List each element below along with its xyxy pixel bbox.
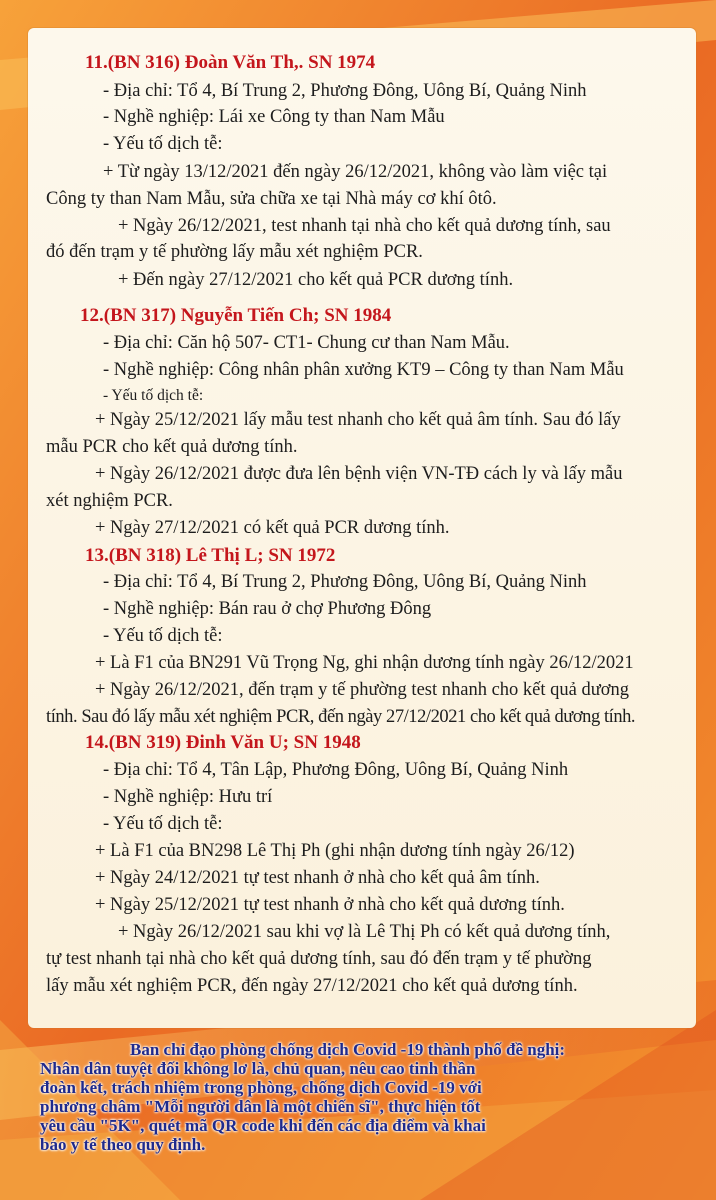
case-title: 11.(BN 316) Đoàn Văn Th,. SN 1974 xyxy=(85,52,376,73)
case-line: lấy mẫu xét nghiệm PCR, đến ngày 27/12/2021 cho kết quả dương tính. xyxy=(46,976,578,996)
appeal-line: phương châm "Mỗi người dân là một chiến sĩ", thực hiện tốt xyxy=(40,1097,481,1116)
case-title: 13.(BN 318) Lê Thị L; SN 1972 xyxy=(85,545,336,566)
case-line: - Địa chỉ: Tổ 4, Bí Trung 2, Phương Đông, Uông Bí, Quảng Ninh xyxy=(103,572,587,592)
case-line: đó đến trạm y tế phường lấy mẫu xét nghiệm PCR. xyxy=(46,242,423,262)
case-line: - Yếu tố dịch tễ: xyxy=(103,387,204,404)
case-line: xét nghiệm PCR. xyxy=(46,491,173,511)
case-line: - Nghề nghiệp: Công nhân phân xưởng KT9 – Công ty than Nam Mẫu xyxy=(103,360,624,380)
case-line: - Địa chỉ: Tổ 4, Tân Lập, Phương Đông, Uông Bí, Quảng Ninh xyxy=(103,760,569,780)
case-line: Công ty than Nam Mẫu, sửa chữa xe tại Nhà máy cơ khí ôtô. xyxy=(46,189,497,209)
case-line: + Là F1 của BN298 Lê Thị Ph (ghi nhận dương tính ngày 26/12) xyxy=(95,841,575,861)
case-title: 14.(BN 319) Đinh Văn U; SN 1948 xyxy=(85,732,361,753)
case-line: - Yếu tố dịch tễ: xyxy=(103,626,223,646)
case-line: - Địa chỉ: Căn hộ 507- CT1- Chung cư than Nam Mẫu. xyxy=(103,333,510,353)
case-line: - Địa chỉ: Tổ 4, Bí Trung 2, Phương Đông, Uông Bí, Quảng Ninh xyxy=(103,81,587,101)
case-line: - Nghề nghiệp: Lái xe Công ty than Nam Mẫu xyxy=(103,107,445,127)
case-line: - Yếu tố dịch tễ: xyxy=(103,134,223,154)
case-line: - Yếu tố dịch tễ: xyxy=(103,814,223,834)
case-line: + Từ ngày 13/12/2021 đến ngày 26/12/2021, không vào làm việc tại xyxy=(103,162,608,182)
case-line: - Nghề nghiệp: Hưu trí xyxy=(103,787,273,807)
case-line: tự test nhanh tại nhà cho kết quả dương tính, sau đó đến trạm y tế phường xyxy=(46,949,592,969)
appeal-line: báo y tế theo quy định. xyxy=(40,1135,206,1154)
appeal-notice xyxy=(40,1040,676,1154)
case-line: mẫu PCR cho kết quả dương tính. xyxy=(46,437,298,457)
case-line: + Đến ngày 27/12/2021 cho kết quả PCR dương tính. xyxy=(118,270,514,290)
case-line: + Là F1 của BN291 Vũ Trọng Ng, ghi nhận dương tính ngày 26/12/2021 xyxy=(95,653,634,673)
case-line: + Ngày 27/12/2021 có kết quả PCR dương tính. xyxy=(95,518,450,538)
appeal-line: Nhân dân tuyệt đối không lơ là, chủ quan, nêu cao tinh thần xyxy=(40,1059,476,1078)
case-line: + Ngày 25/12/2021 tự test nhanh ở nhà cho kết quả dương tính. xyxy=(95,895,565,915)
case-title: 12.(BN 317) Nguyễn Tiến Ch; SN 1984 xyxy=(80,305,392,326)
case-line: + Ngày 26/12/2021 sau khi vợ là Lê Thị Ph có kết quả dương tính, xyxy=(118,922,611,942)
appeal-line: yêu cầu "5K", quét mã QR code khi đến các địa điểm và khai xyxy=(40,1116,486,1135)
case-line: + Ngày 24/12/2021 tự test nhanh ở nhà cho kết quả âm tính. xyxy=(95,868,540,888)
case-line: + Ngày 26/12/2021 được đưa lên bệnh viện VN-TĐ cách ly và lấy mẫu xyxy=(95,464,623,484)
case-line: + Ngày 26/12/2021, đến trạm y tế phường test nhanh cho kết quả dương xyxy=(95,680,630,700)
case-line: + Ngày 25/12/2021 lấy mẫu test nhanh cho kết quả âm tính. Sau đó lấy xyxy=(95,410,621,430)
appeal-line: đoàn kết, trách nhiệm trong phòng, chống dịch Covid -19 với xyxy=(40,1078,482,1097)
appeal-line: Ban chỉ đạo phòng chống dịch Covid -19 thành phố đề nghị: xyxy=(130,1040,566,1059)
case-line: - Nghề nghiệp: Bán rau ở chợ Phương Đông xyxy=(103,599,432,619)
case-line: tính. Sau đó lấy mẫu xét nghiệm PCR, đến ngày 27/12/2021 cho kết quả dương tính. xyxy=(46,707,636,727)
case-line: + Ngày 26/12/2021, test nhanh tại nhà cho kết quả dương tính, sau xyxy=(118,216,611,236)
